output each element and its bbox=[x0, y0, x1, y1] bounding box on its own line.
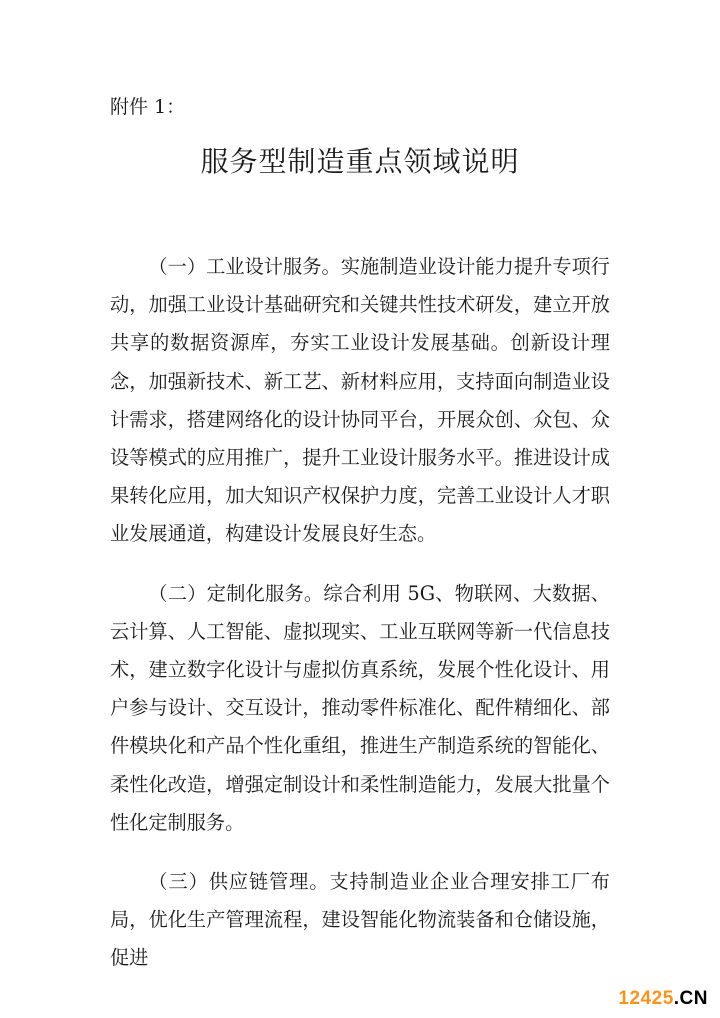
paragraph-customization: （二）定制化服务。综合利用 5G、物联网、大数据、云计算、人工智能、虚拟现实、工业互联网等新一代信息技术，建立数字化设计与虚拟仿真系统，发展个性化设计、用户参与设计、交互设计，推动零件标准化、配件精细化、部件模块化和产品个性化重组，推进生产制造系统的智能化、柔性化改造，增强定制设计和柔性制造能力，发展大批量个性化定制服务。 bbox=[110, 581, 610, 834]
document-body bbox=[110, 248, 610, 999]
watermark-number: 12425 bbox=[618, 988, 674, 1009]
watermark-suffix: .CN bbox=[673, 988, 708, 1009]
paragraph-industrial-design: （一）工业设计服务。实施制造业设计能力提升专项行动，加强工业设计基础研究和关键共性技术研发，建立开放共享的数据资源库，夯实工业设计发展基础。创新设计理念，加强新技术、新工艺、新材料应用，支持面向制造业设计需求，搭建网络化的设计协同平台，开展众创、众包、众设等模式的应用推广，提升工业设计服务水平。推进设计成果转化应用，加大知识产权保护力度，完善工业设计人才职业发展通道，构建设计发展良好生态。 bbox=[110, 255, 610, 546]
document-title: 服务型制造重点领域说明 bbox=[200, 145, 520, 178]
site-watermark bbox=[618, 988, 708, 1010]
paragraph-supply-chain: （三）供应链管理。支持制造业企业合理安排工厂布局，优化生产管理流程，建设智能化物流装备和仓储设施，促进 bbox=[110, 870, 610, 970]
attachment-label: 附件 1： bbox=[110, 96, 186, 118]
